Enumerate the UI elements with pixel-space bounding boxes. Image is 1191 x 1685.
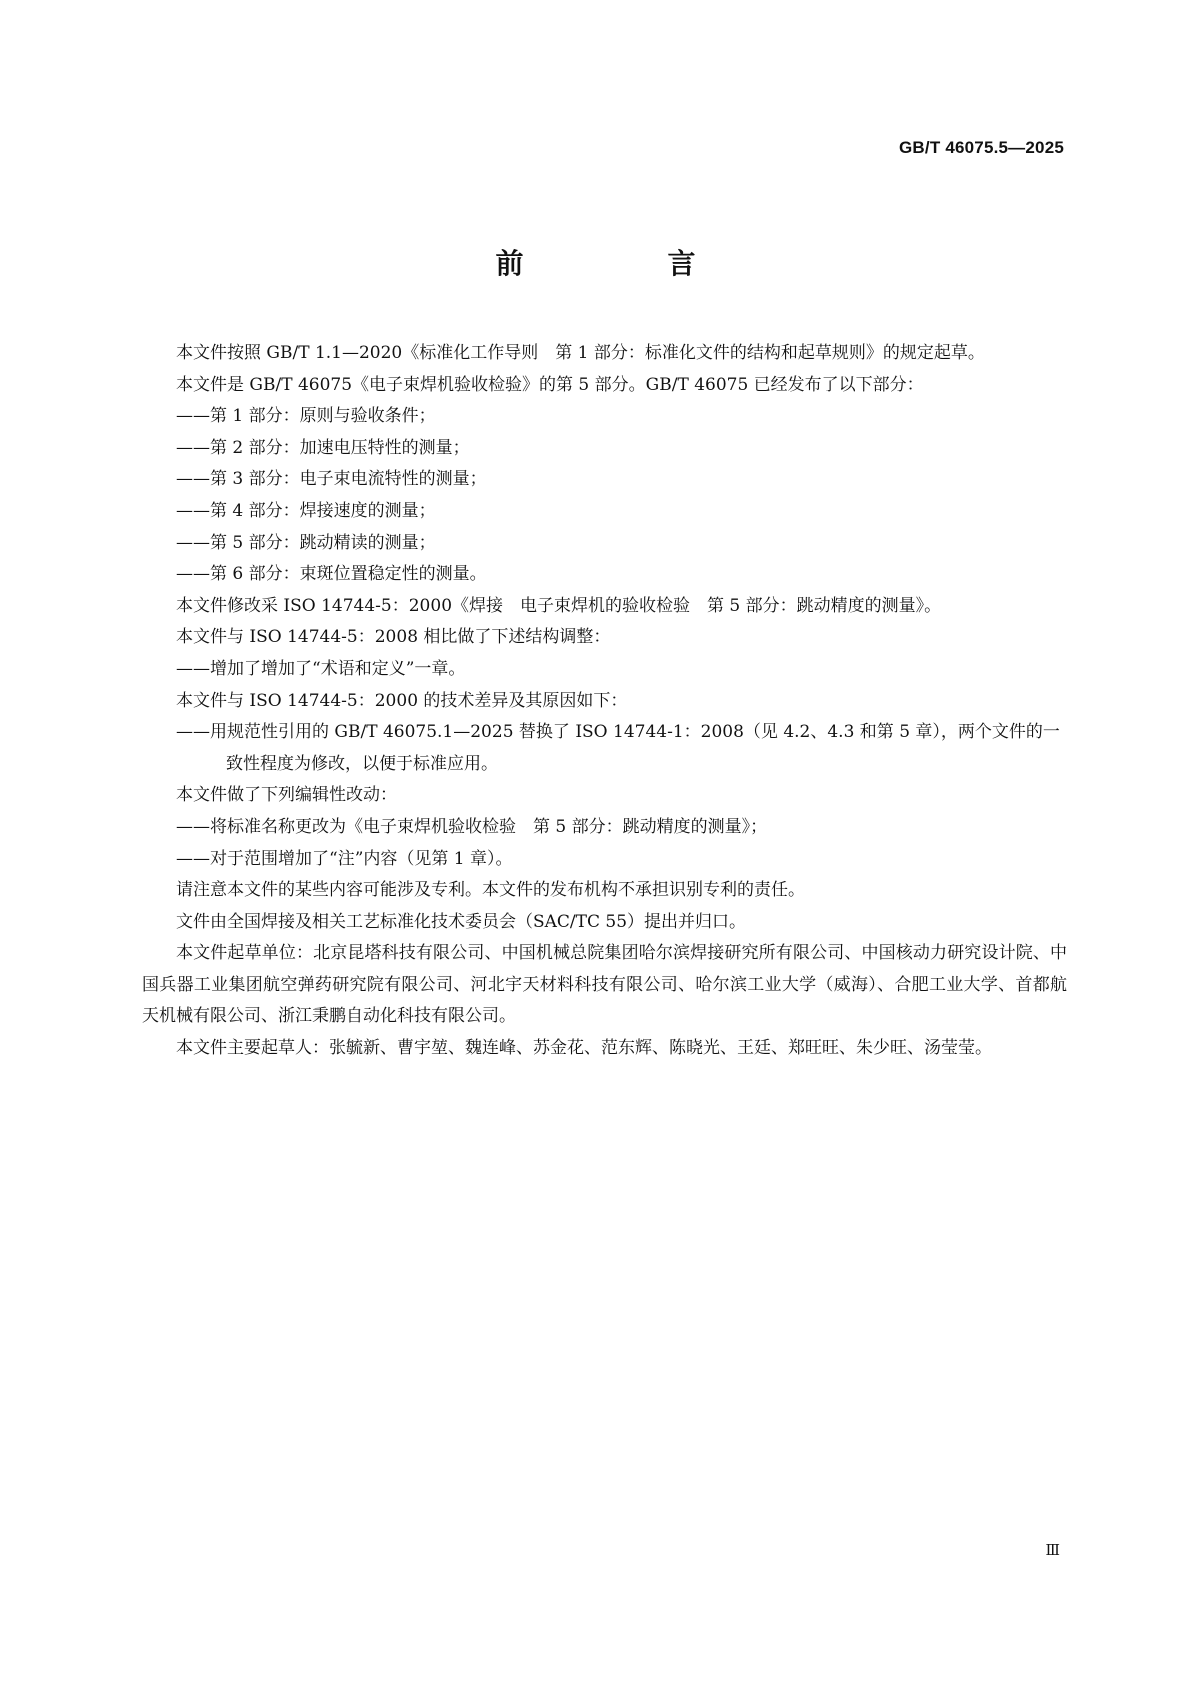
page-number: Ⅲ <box>1045 1541 1060 1559</box>
foreword-body <box>142 338 1067 1065</box>
list-item-part-4: ——第 4 部分：焊接速度的测量； <box>176 500 436 521</box>
paragraph-drafting-rules: 本文件按照 GB/T 1.1—2020《标准化工作导则 第 1 部分：标准化文件的结构和起草规则》的规定起草。 <box>176 343 985 363</box>
list-item-structure-change: ——增加了增加了“术语和定义”一章。 <box>176 658 466 679</box>
list-item-part-2: ——第 2 部分：加速电压特性的测量； <box>176 437 470 458</box>
paragraph-drafting-units: 本文件起草单位：北京昆塔科技有限公司、中国机械总院集团哈尔滨焊接研究所有限公司、中国核动力研究设计院、中国兵器工业集团航空弹药研究院有限公司、河北宇天材料科技有限公司、哈尔滨工业大学（威海）、合肥工业大学、首都航天机械有限公司、浙江秉鹏自动化科技有限公司。 <box>142 943 1067 1027</box>
list-item-part-3: ——第 3 部分：电子束电流特性的测量； <box>176 469 487 490</box>
list-item-part-1: ——第 1 部分：原则与验收条件； <box>176 406 436 427</box>
document-code-header: GB/T 46075.5—2025 <box>899 138 1064 157</box>
paragraph-drafters: 本文件主要起草人：张毓新、曹宇堃、魏连峰、苏金花、范东辉、陈晓光、王廷、郑旺旺、朱少旺、汤莹莹。 <box>176 1038 992 1059</box>
list-item-technical-difference: ——用规范性引用的 GB/T 46075.1—2025 替换了 ISO 14744-1：2008（见 4.2、4.3 和第 5 章），两个文件的一致性程度为修改，以便于标准应用。 <box>176 722 1060 774</box>
list-item-part-6: ——第 6 部分：束斑位置稳定性的测量。 <box>176 564 487 585</box>
page-title: 前 言 <box>495 247 754 280</box>
paragraph-structure-changes: 本文件与 ISO 14744-5：2008 相比做了下述结构调整： <box>176 627 611 648</box>
list-item-part-5: ——第 5 部分：跳动精读的测量； <box>176 532 436 553</box>
paragraph-patent-notice: 请注意本文件的某些内容可能涉及专利。本文件的发布机构不承担识别专利的责任。 <box>176 880 805 901</box>
paragraph-part-intro: 本文件是 GB/T 46075《电子束焊机验收检验》的第 5 部分。GB/T 46075 已经发布了以下部分： <box>176 374 924 395</box>
list-item-editorial-note: ——对于范围增加了“注”内容（见第 1 章）。 <box>176 848 513 869</box>
paragraph-proposer: 文件由全国焊接及相关工艺标准化技术委员会（SAC/TC 55）提出并归口。 <box>176 911 747 932</box>
paragraph-technical-differences: 本文件与 ISO 14744-5：2000 的技术差异及其原因如下： <box>176 690 628 711</box>
paragraph-editorial-changes: 本文件做了下列编辑性改动： <box>176 785 397 806</box>
paragraph-adoption: 本文件修改采 ISO 14744-5：2000《焊接 电子束焊机的验收检验 第 5 部分：跳动精度的测量》。 <box>176 595 942 616</box>
list-item-editorial-title: ——将标准名称更改为《电子束焊机验收检验 第 5 部分：跳动精度的测量》； <box>176 816 768 837</box>
